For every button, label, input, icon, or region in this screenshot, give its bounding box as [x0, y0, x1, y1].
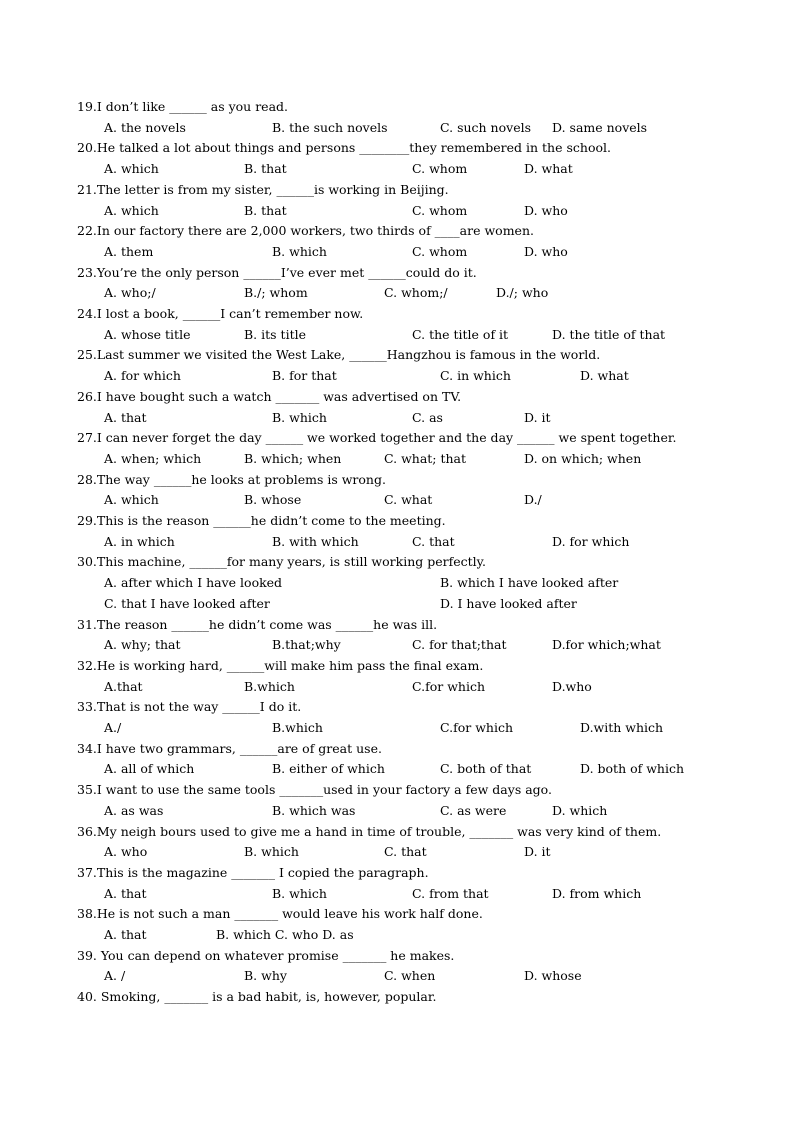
option: A. as was: [104, 802, 164, 818]
question-39-stem: 39. You can depend on whatever promise _______ he makes.: [77, 947, 455, 963]
option: B. which: [272, 243, 327, 259]
option: A. whose title: [104, 326, 191, 342]
option: D. it: [524, 844, 551, 860]
question-22-stem: 22.In our factory there are 2,000 workers, two thirds of ____are women.: [77, 223, 534, 239]
option: D./; who: [496, 285, 549, 301]
option: D.with which: [580, 720, 664, 735]
option: A. who: [104, 844, 148, 860]
option: A. them: [104, 243, 154, 259]
question-31-options: [0, 635, 794, 656]
option: B. for that: [272, 368, 337, 384]
question-30-options-row1: [0, 573, 794, 594]
option: C. the title of it: [412, 326, 509, 342]
option: C. that I have looked after: [104, 595, 270, 611]
option: A./: [104, 720, 122, 735]
option: A. why; that: [104, 637, 181, 653]
question-27-options: [0, 449, 794, 470]
question-32-stem: 32.He is working hard, ______will make him pass the final exam.: [77, 657, 484, 673]
question-25-stem: 25.Last summer we visited the West Lake, ______Hangzhou is famous in the world.: [77, 347, 601, 363]
question-38-stem: 38.He is not such a man _______ would leave his work half done.: [77, 906, 483, 922]
question-35-stem: 35.I want to use the same tools _______used in your factory a few days ago.: [77, 782, 552, 798]
option: B.which: [244, 678, 295, 694]
option: D./: [524, 492, 542, 508]
option: B. which: [272, 885, 327, 901]
option: A. that: [104, 885, 147, 901]
option: A. after which I have looked: [104, 575, 283, 591]
option: A. /: [104, 968, 126, 984]
question-38-options: [0, 925, 794, 946]
question-19-stem: 19.I don’t like ______ as you read.: [77, 99, 289, 114]
option: B.which: [272, 720, 323, 735]
option: C. whom: [412, 243, 468, 259]
option: B. the such novels: [272, 119, 388, 135]
question-34-stem: 34.I have two grammars, ______are of great use.: [77, 740, 382, 756]
option: D. who: [524, 243, 568, 259]
option: C. both of that: [440, 761, 532, 777]
question-39-options: [0, 966, 794, 987]
question-26-options: [0, 408, 794, 429]
question-21-options: [0, 201, 794, 222]
option: C. what; that: [384, 450, 467, 466]
option: B. that: [244, 161, 287, 177]
option: C. whom: [412, 161, 468, 177]
question-36-stem: 36.My neigh bours used to give me a hand in time of trouble, _______ was very kind of them.: [77, 823, 662, 839]
option: B.that;why: [272, 637, 341, 653]
option: A. for which: [104, 368, 181, 384]
option: C.for which: [440, 720, 513, 735]
question-37-options: [0, 884, 794, 905]
question-30-stem: 30.This machine, ______for many years, is still working perfectly.: [77, 554, 487, 570]
question-28-stem: 28.The way ______he looks at problems is wrong.: [77, 471, 386, 487]
option: D. same novels: [552, 119, 648, 135]
question-28-options: [0, 490, 794, 511]
option: D. who: [524, 202, 568, 218]
option: C. whom;/: [384, 285, 448, 301]
question-35-options: [0, 801, 794, 822]
option: A. which: [104, 161, 159, 177]
option: B. either of which: [272, 761, 385, 777]
question-24-options: [0, 325, 794, 346]
question-20-options: [0, 159, 794, 180]
question-31-stem: 31.The reason ______he didn’t come was ______he was ill.: [77, 616, 438, 632]
option: B. which I have looked after: [440, 575, 619, 591]
option: B. its title: [244, 326, 306, 342]
option: D. for which: [552, 533, 630, 549]
option: A. when; which: [104, 450, 202, 466]
question-23-options: [0, 283, 794, 304]
question-29-options: [0, 532, 794, 553]
option: B. which; when: [244, 450, 342, 466]
option: A. who;/: [104, 285, 156, 301]
question-19-options: [0, 118, 794, 139]
option: C. that: [384, 844, 427, 860]
option: A.that: [104, 678, 143, 694]
option: A. which: [104, 492, 159, 508]
option: B. which: [272, 409, 327, 425]
question-27-stem: 27.I can never forget the day ______ we worked together and the day ______ we spent together.: [77, 430, 677, 446]
question-25-options: [0, 366, 794, 387]
option: D. which: [552, 802, 608, 818]
option: D. both of which: [580, 761, 685, 777]
option: B. whose: [244, 492, 302, 508]
option: C. as were: [440, 802, 507, 818]
question-33-options: [0, 718, 794, 739]
question-32-options: [0, 677, 794, 698]
question-20-stem: 20.He talked a lot about things and persons ________they remembered in the school.: [77, 140, 611, 156]
option: D.who: [552, 678, 592, 694]
option: A. the novels: [104, 119, 186, 135]
option: C. what: [384, 492, 433, 508]
option: A. in which: [104, 533, 175, 549]
question-33-stem: 33.That is not the way ______I do it.: [77, 699, 302, 715]
option: C. that: [412, 533, 455, 549]
option: C. in which: [440, 368, 511, 384]
question-24-stem: 24.I lost a book, ______I can’t remember now.: [77, 306, 364, 321]
option: D. from which: [552, 885, 642, 901]
question-40-stem: 40. Smoking, _______ is a bad habit, is, however, popular.: [77, 989, 437, 1005]
option: A. that: [104, 927, 147, 942]
option: C. such novels: [440, 119, 532, 135]
option: B. which was: [272, 802, 356, 818]
option: C. when: [384, 968, 436, 984]
question-37-stem: 37.This is the magazine _______ I copied the paragraph.: [77, 864, 429, 880]
option: A. all of which: [104, 761, 195, 777]
option: C.for which: [412, 678, 485, 694]
option: D. the title of that: [552, 326, 666, 342]
option: D. on which; when: [524, 450, 642, 466]
question-22-options: [0, 242, 794, 263]
option: B./; whom: [244, 285, 308, 301]
question-34-options: [0, 759, 794, 780]
option: B. why: [244, 968, 287, 984]
option: D. what: [580, 368, 629, 384]
option: D. what: [524, 161, 573, 177]
question-29-stem: 29.This is the reason ______he didn’t come to the meeting.: [77, 513, 446, 528]
option: B. that: [244, 202, 287, 218]
option: B. with which: [272, 533, 359, 549]
option: D. I have looked after: [440, 595, 577, 611]
option: D. it: [524, 409, 551, 425]
option: C. whom: [412, 202, 468, 218]
question-36-options: [0, 842, 794, 863]
option: D. whose: [524, 968, 582, 984]
question-21-stem: 21.The letter is from my sister, ______is working in Beijing.: [77, 181, 449, 197]
question-23-stem: 23.You’re the only person ______I’ve ever met ______could do it.: [77, 264, 477, 280]
option: B. which C. who D. as: [216, 927, 354, 942]
question-30-options-row2: [0, 594, 794, 615]
option: A. which: [104, 202, 159, 218]
option: B. which: [244, 844, 299, 860]
option: C. from that: [412, 885, 489, 901]
option: C. as: [412, 409, 443, 425]
option: A. that: [104, 409, 147, 425]
option: D.for which;what: [552, 637, 661, 653]
question-26-stem: 26.I have bought such a watch _______ was advertised on TV.: [77, 388, 462, 404]
option: C. for that;that: [412, 637, 507, 653]
